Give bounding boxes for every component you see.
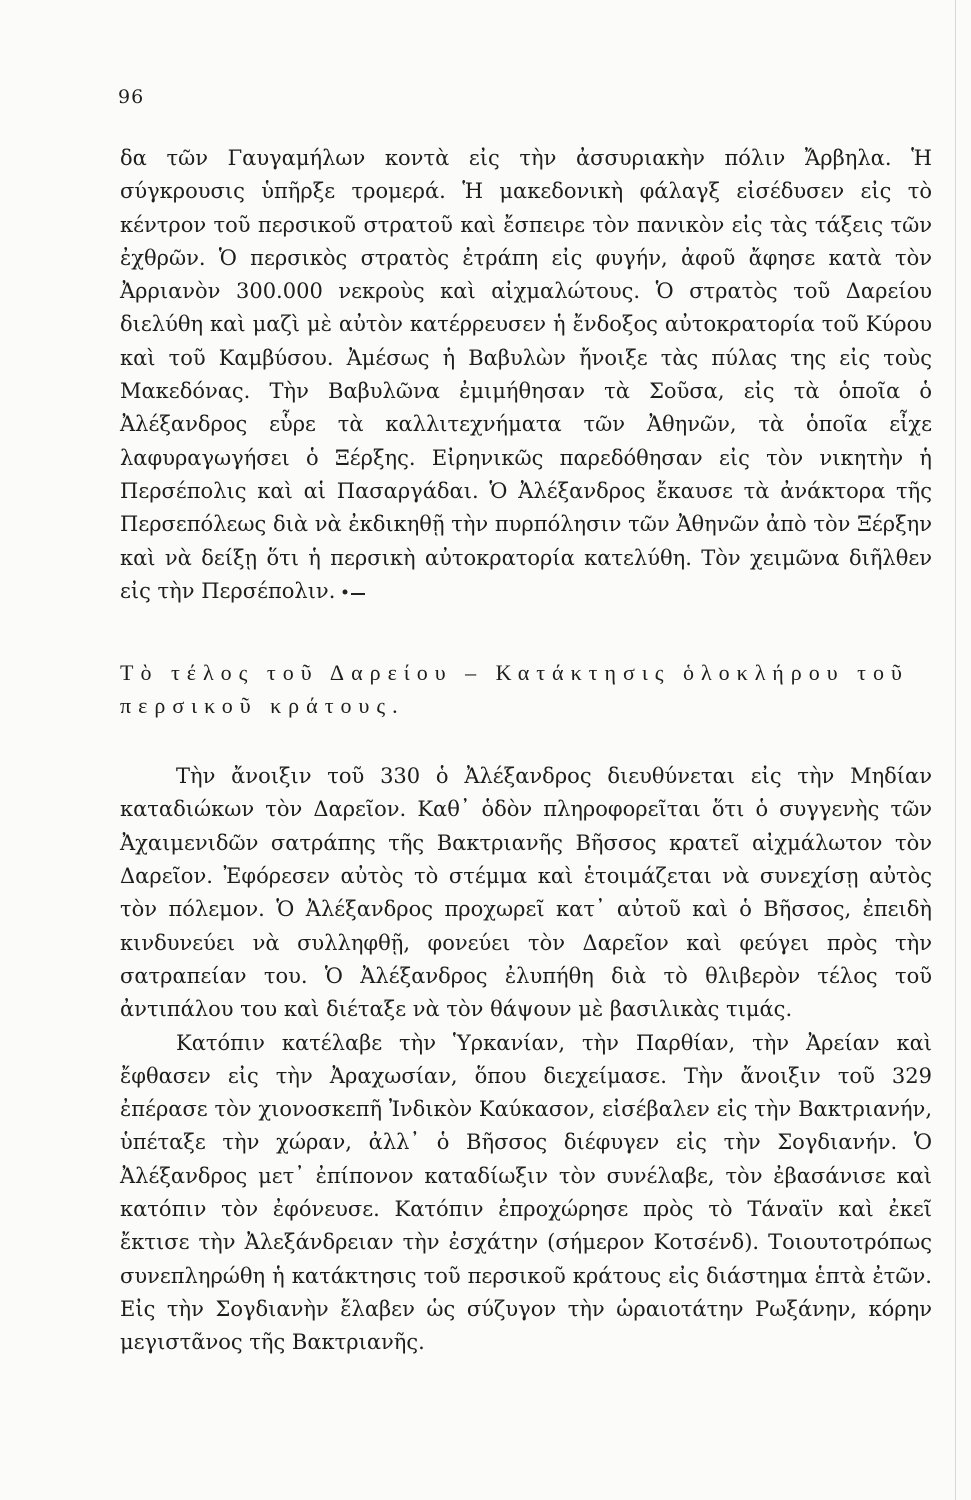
section-heading: Τὸ τέλος τοῦ Δαρείου – Κατάκτησις ὁλοκλήρου τοῦ περσικοῦ κράτους. [120, 660, 909, 719]
paragraph-1-text: δα τῶν Γαυγαμήλων κοντὰ εἰς τὴν ἀσσυριακὴν πόλιν Ἄρβηλα. Ἡ σύγκρουσις ὑπῆρξε τρομερά. Ἡ μακεδονικὴ φάλαγξ εἰσέδυσεν εἰς τὸ κέντρον τοῦ περσικοῦ στρατοῦ καὶ ἔσπειρε τὸν πανικὸν εἰς τὰς τάξεις τῶν ἐχθρῶν. Ὁ περσικὸς στρατὸς ἐτράπη εἰς φυγήν, ἀφοῦ ἄφησε κατὰ τὸν Ἀρριανὸν 300.000 νεκροὺς καὶ αἰχμαλώτους. Ὁ στρατὸς τοῦ Δαρείου διελύθη καὶ μαζὶ μὲ αὐτὸν κατέρρευσεν ἡ ἔνδοξος αὐτοκρατορία τοῦ Κύρου καὶ τοῦ Καμβύσου. Ἀμέσως ἡ Βαβυλὼν ἤνοιξε τὰς πύλας της εἰς τοὺς Μακεδόνας. Τὴν Βαβυλῶνα ἐμιμήθησαν τὰ Σοῦσα, εἰς τὰ ὁποῖα ὁ Ἀλέξανδρος εὗρε τὰ καλλιτεχνήματα τῶν Ἀθηνῶν, τὰ ὁποῖα εἶχε λαφυραγωγήσει ὁ Ξέρξης. Εἰρηνικῶς παρεδόθησαν εἰς τὸν νικητὴν ἡ Περσέπολις καὶ αἱ Πασαργάδαι. Ὁ Ἀλέξανδρος ἔκαυσε τὰ ἀνάκτορα τῆς Περσεπόλεως διὰ νὰ ἐκδικηθῇ τὴν πυρπόλησιν τῶν Ἀθηνῶν ἀπὸ τὸν Ξέρξην καὶ νὰ δείξῃ ὅτι ἡ περσικὴ αὐτοκρατορία κατελύθη. Τὸν χειμῶνα διῆλθεν εἰς τὴν Περσέπολιν. [120, 146, 932, 603]
paragraph-3: Κατόπιν κατέλαβε τὴν Ὑρκανίαν, τὴν Παρθίαν, τὴν Ἀρείαν καὶ ἔφθασεν εἰς τὴν Ἀραχωσίαν, ὅπου διεχείμασε. Τὴν ἄνοιξιν τοῦ 329 ἐπέρασε τὸν χιονοσκεπῆ Ἰνδικὸν Καύκασον, εἰσέβαλεν εἰς τὴν Βακτριανήν, ὑπέταξε τὴν χώραν, ἀλλ᾿ ὁ Βῆσσος διέφυγεν εἰς τὴν Σογδιανήν. Ὁ Ἀλέξανδρος μετ᾿ ἐπίπονον καταδίωξιν τὸν συνέλαβε, τὸν ἐβασάνισε καὶ κατόπιν τὸν ἐφόνευσε. Κατόπιν ἐπροχώρησε πρὸς τὸ Τάναϊν καὶ ἐκεῖ ἔκτισε τὴν Ἀλεξάνδρειαν τὴν ἐσχάτην (σήμερον Κοτσένδ). Τοιουτοτρόπως συνεπληρώθη ἡ κατάκτησις τοῦ περσικοῦ κράτους εἰς διάστημα ἑπτὰ ἐτῶν. Εἰς τὴν Σογδιανὴν ἔλαβεν ὡς σύζυγον τὴν ὡραιοτάτην Ρωξάνην, κόρην μεγιστᾶνος τῆς Βακτριανῆς. [120, 1030, 932, 1355]
paragraph-2: Τὴν ἄνοιξιν τοῦ 330 ὁ Ἀλέξανδρος διευθύνεται εἰς τὴν Μηδίαν καταδιώκων τὸν Δαρεῖον. Καθ᾿ ὁδὸν πληροφορεῖται ὅτι ὁ συγγενὴς τῶν Ἀχαιμενιδῶν σατράπης τῆς Βακτριανῆς Βῆσσος κρατεῖ αἰχμάλωτον τὸν Δαρεῖον. Ἐφόρεσεν αὐτὸς τὸ στέμμα καὶ ἑτοιμάζεται νὰ συνεχίσῃ αὐτὸς τὸν πόλεμον. Ὁ Ἀλέξανδρος προχωρεῖ κατ᾿ αὐτοῦ καὶ ὁ Βῆσσος, ἐπειδὴ κινδυνεύει νὰ συλληφθῇ, φονεύει τὸν Δαρεῖον καὶ φεύγει πρὸς τὴν σατραπείαν του. Ὁ Ἀλέξανδρος ἐλυπήθη διὰ τὸ θλιβερὸν τέλος τοῦ ἀντιπάλου του καὶ διέταξε νὰ τὸν θάψουν μὲ βασιλικὰς τιμάς. [120, 764, 932, 1022]
page-edge [955, 0, 956, 1500]
paragraph-1 [120, 142, 932, 608]
text-column [120, 142, 932, 1360]
end-ornament-icon [341, 588, 365, 596]
page-number: 96 [118, 86, 145, 108]
